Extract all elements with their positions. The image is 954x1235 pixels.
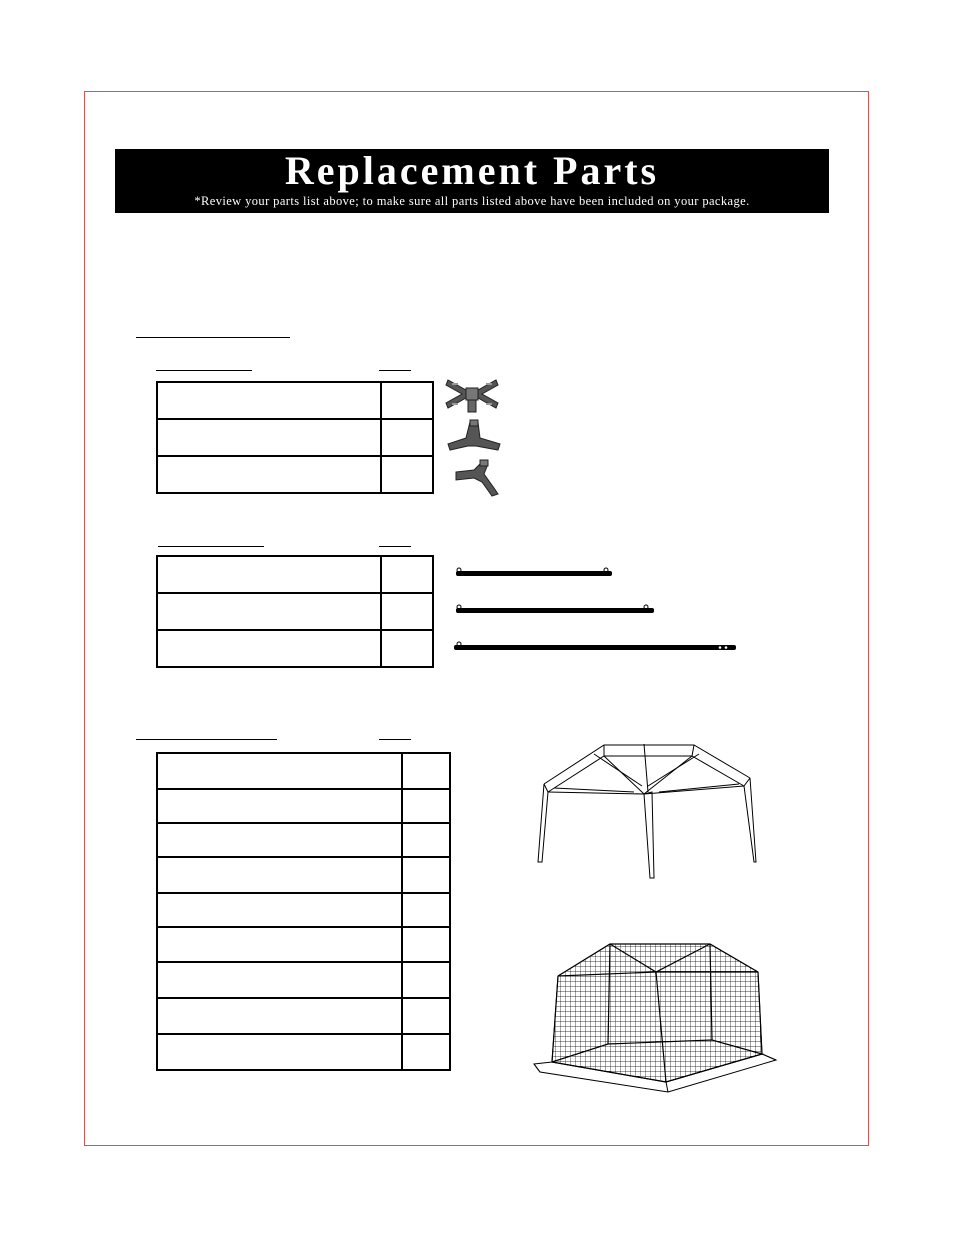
table-row: [157, 789, 450, 823]
part-quantity-cell: [381, 556, 433, 593]
part-quantity-cell: [402, 998, 450, 1034]
table-row: [157, 753, 450, 789]
column-heading-rule-pole-qty: [379, 546, 411, 547]
short-pole-icon: [454, 566, 614, 580]
table-row: [157, 998, 450, 1034]
parts-list-note: *Review your parts list above; to make sure all parts listed above have been included on your package.: [194, 194, 750, 208]
section-heading-rule-parts: [136, 337, 290, 338]
part-description-cell: [157, 789, 402, 823]
table-row: [157, 857, 450, 893]
medium-pole-icon: [454, 603, 656, 617]
part-quantity-cell: [381, 630, 433, 667]
table-row: [157, 893, 450, 927]
connectors-table: [156, 381, 434, 494]
elbow-connector-icon: [454, 458, 500, 498]
column-heading-rule-assembly-qty: [379, 739, 411, 740]
part-description-cell: [157, 998, 402, 1034]
part-description-cell: [157, 753, 402, 789]
part-quantity-cell: [402, 962, 450, 998]
long-pole-icon: [452, 640, 738, 654]
table-row: [157, 962, 450, 998]
part-description-cell: [157, 893, 402, 927]
table-row: [157, 927, 450, 962]
part-quantity-cell: [402, 893, 450, 927]
part-description-cell: [157, 823, 402, 857]
table-row: [157, 1034, 450, 1070]
part-description-cell: [157, 927, 402, 962]
table-row: [157, 556, 433, 593]
column-heading-rule-pole-desc: [158, 546, 264, 547]
part-quantity-cell: [402, 753, 450, 789]
part-quantity-cell: [381, 419, 433, 456]
table-row: [157, 419, 433, 456]
part-quantity-cell: [402, 857, 450, 893]
canopy-frame-illustration: [534, 742, 760, 882]
part-quantity-cell: [381, 593, 433, 630]
poles-table: [156, 555, 434, 668]
part-description-cell: [157, 857, 402, 893]
table-row: [157, 593, 433, 630]
column-heading-rule-connector-desc: [156, 370, 252, 371]
part-quantity-cell: [381, 456, 433, 493]
part-description-cell: [157, 593, 381, 630]
title-banner: [115, 149, 829, 213]
part-quantity-cell: [402, 927, 450, 962]
four-way-connector-icon: [444, 374, 500, 414]
part-quantity-cell: [402, 1034, 450, 1070]
table-row: [157, 382, 433, 419]
page-title: Replacement Parts: [284, 148, 660, 193]
screen-house-illustration: [530, 936, 780, 1094]
part-description-cell: [157, 630, 381, 667]
part-description-cell: [157, 556, 381, 593]
three-way-leg-connector-icon: [446, 418, 502, 452]
part-description-cell: [157, 1034, 402, 1070]
part-description-cell: [157, 456, 381, 493]
part-description-cell: [157, 419, 381, 456]
table-row: [157, 823, 450, 857]
section-heading-rule-assemblies: [136, 739, 277, 740]
part-description-cell: [157, 382, 381, 419]
part-description-cell: [157, 962, 402, 998]
column-heading-rule-connector-qty: [379, 370, 411, 371]
part-quantity-cell: [402, 789, 450, 823]
table-row: [157, 630, 433, 667]
assemblies-table: [156, 752, 451, 1071]
part-quantity-cell: [381, 382, 433, 419]
table-row: [157, 456, 433, 493]
part-quantity-cell: [402, 823, 450, 857]
